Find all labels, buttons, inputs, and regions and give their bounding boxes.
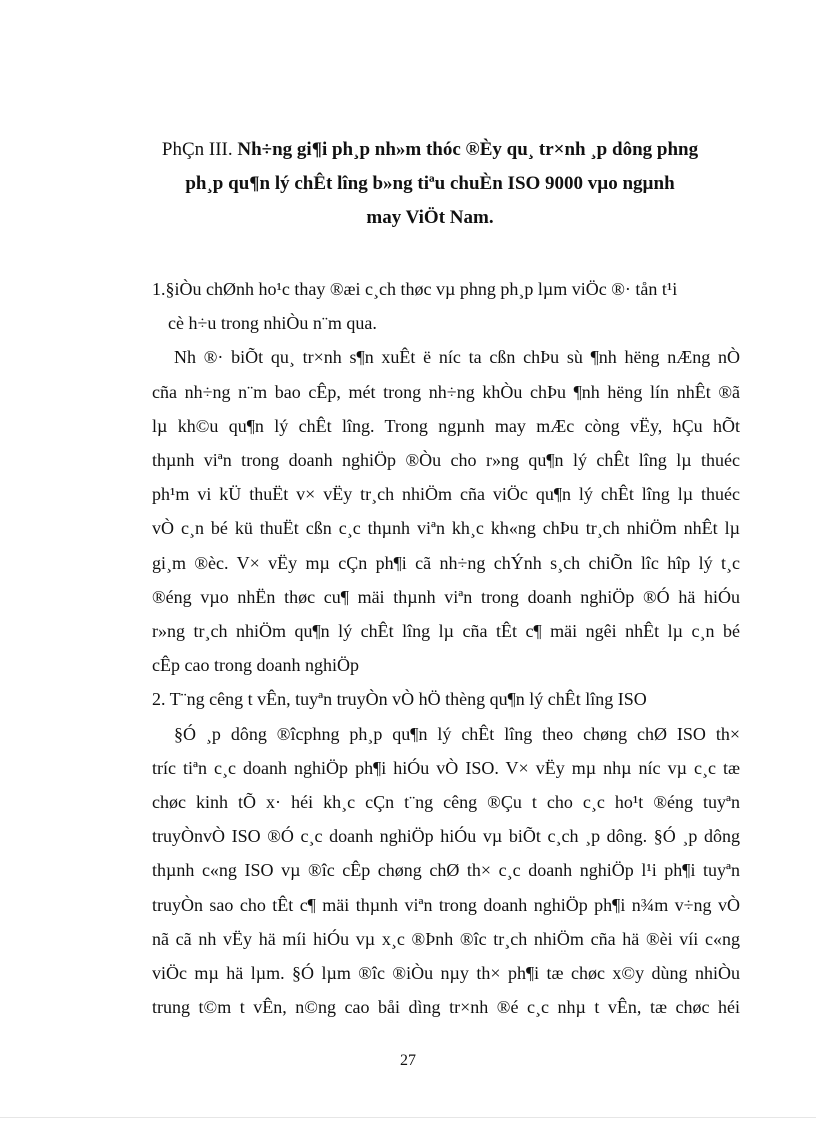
paragraph-line-last: cÊp cao trong doanh nghiÖp [152, 655, 359, 676]
paragraph-line: thµnh viªn trong doanh nghiÖp ®Òu cho r»ng qu¶n lý chÊt lîng lµ thuéc [152, 450, 740, 471]
paragraph-line: nã cã nh vËy hä míi hiÓu vµ x¸c ®Þnh ®îc tr¸ch nhiÖm cña hä ®èi víi c«ng [152, 928, 740, 949]
paragraph-line: Nh ®· biÕt qu¸ tr×nh s¶n xuÊt ë níc ta cßn chÞu sù ¶nh hëng nÆng nÒ [174, 347, 740, 368]
title-part-heading: Nh÷ng gi¶i ph¸p nh»m thóc ®Èy qu¸ tr×nh ¸p dông phng [237, 139, 699, 160]
body-text [152, 272, 740, 1024]
page-number: 27 [400, 1052, 416, 1069]
page-divider [0, 1117, 816, 1118]
paragraph-line: tríc tiªn c¸c doanh nghiÖp ph¶i hiÓu vÒ ISO. V× vËy mµ nhµ níc vµ c¸c tæ [152, 757, 740, 778]
paragraph-line: vÒ c¸n bé kü thuËt cßn c¸c thµnh viªn kh¸c kh«ng chÞu tr¸ch nhiÖm nhÊt lµ [152, 518, 740, 539]
paragraph-line: thµnh c«ng ISO vµ ®îc cÊp chøng chØ th× c¸c doanh nghiÖp l¹i ph¶i tuyªn [152, 860, 740, 881]
title-line-1 [150, 133, 710, 167]
section-title [150, 133, 710, 235]
paragraph-line: truyÒn sao cho tÊt c¶ mäi thµnh viªn trong doanh nghiÖp ph¶i n¾m v÷ng vÒ [152, 894, 740, 915]
title-line-3: may ViÖt Nam. [366, 207, 494, 228]
paragraph-line: gi¸m ®èc. V× vËy mµ cÇn ph¶i cã nh÷ng chÝnh s¸ch chiÕn lîc hîp lý t¸c [152, 552, 740, 573]
paragraph-line: lµ kh©u qu¶n lý chÊt lîng. Trong ngµnh may mÆc còng vËy, hÇu hÕt [152, 415, 740, 436]
title-part-label: PhÇn III. [161, 139, 238, 160]
heading-1: 1.§iÒu chØnh ho¹c thay ®æi c¸ch thøc vµ phng ph¸p lµm viÖc ®· tån t¹i [152, 279, 678, 299]
paragraph-line: §Ó ¸p dông ®îcphng ph¸p qu¶n lý chÊt lîng theo chøng chØ ISO th× [174, 723, 740, 744]
paragraph-line: cña nh÷ng n¨m bao cÊp, mét trong nh÷ng khÒu chÞu ¶nh hëng lín nhÊt ®ã [152, 381, 740, 402]
paragraph-line: r»ng tr¸ch nhiÖm qu¶n lý chÊt lîng lµ cña tÊt c¶ mäi ngêi nhÊt lµ c¸n bé [152, 621, 740, 642]
heading-1-cont: cè h÷u trong nhiÒu n¨m qua. [168, 313, 377, 334]
paragraph-line: truyÒnvÒ ISO ®Ó c¸c doanh nghiÖp hiÓu vµ biÕt c¸ch ¸p dông. §Ó ¸p dông [152, 826, 740, 847]
heading-2: 2. T¨ng cêng t vÊn, tuyªn truyÒn vÒ hÖ thèng qu¶n lý chÊt lîng ISO [152, 689, 647, 710]
paragraph-line: chøc kinh tÕ x· héi kh¸c cÇn t¨ng cêng ®Çu t cho c¸c ho¹t ®éng tuyªn [152, 792, 740, 813]
paragraph-line: ph¹m vi kÜ thuËt v× vËy tr¸ch nhiÖm cña viÖc qu¶n lý chÊt lîng lµ thuéc [152, 484, 740, 505]
title-line-2: ph¸p qu¶n lý chÊt lîng b»ng tiªu chuÈn ISO 9000 vµo ngµnh [185, 173, 675, 194]
paragraph-line: ®éng vµo nhËn thøc cu¶ mäi thµnh viªn trong doanh nghiÖp ®Ó hä hiÓu [152, 586, 740, 607]
paragraph-line: trung t©m t vÊn, n©ng cao båi dìng tr×nh ®é c¸c nhµ t vÊn, tæ chøc héi [152, 997, 740, 1018]
paragraph-line: viÖc mµ hä lµm. §Ó lµm ®îc ®iÒu nµy th× ph¶i tæ chøc x©y dùng nhiÒu [152, 963, 740, 984]
